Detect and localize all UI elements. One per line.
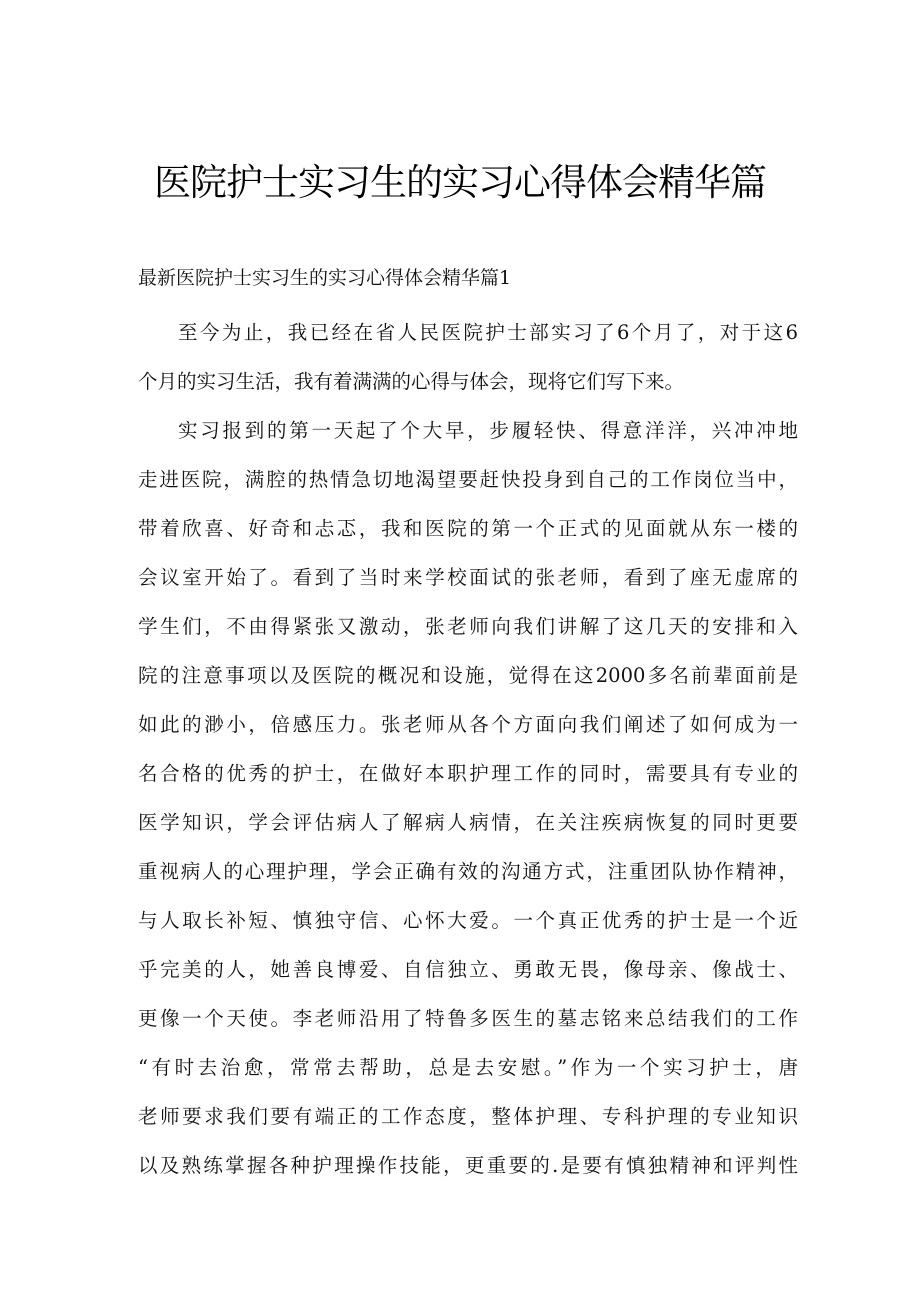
- paragraph-line: 重视病人的心理护理，学会正确有效的沟通方式，注重团队协作精神，: [138, 860, 798, 883]
- paragraph-line: 院的注意事项以及医院的概况和设施，觉得在这2000多名前辈面前是: [138, 664, 798, 687]
- paragraph-line: 学生们，不由得紧张又激动，张老师向我们讲解了这几天的安排和入: [138, 615, 798, 638]
- paragraph-line: 医学知识，学会评估病人了解病人病情，在关注疾病恢复的同时更要: [138, 811, 798, 834]
- document-title: 医院护士实习生的实习心得体会精华篇: [154, 161, 766, 204]
- paragraph-line: 乎完美的人，她善良博爱、自信独立、勇敢无畏，像母亲、像战士、: [138, 958, 798, 981]
- paragraph-line: 走进医院，满腔的热情急切地渴望要赶快投身到自己的工作岗位当中，: [138, 468, 798, 491]
- paragraph-line: 个月的实习生活，我有着满满的心得与体会，现将它们写下来。: [138, 370, 685, 393]
- paragraph-line: 至今为止，我已经在省人民医院护士部实习了6个月了，对于这6: [178, 321, 798, 344]
- paragraph-line: 实习报到的第一天起了个大早，步履轻快、得意洋洋，兴冲冲地: [178, 419, 798, 442]
- document-subtitle: 最新医院护士实习生的实习心得体会精华篇1: [138, 267, 512, 289]
- paragraph-line: 如此的渺小，倍感压力。张老师从各个方面向我们阐述了如何成为一: [138, 713, 798, 736]
- paragraph-line: 更像一个天使。李老师沿用了特鲁多医生的墓志铭来总结我们的工作: [138, 1007, 798, 1030]
- paragraph-line: “有时去治愈，常常去帮助，总是去安慰。”作为一个实习护士，唐: [138, 1056, 798, 1079]
- paragraph-line: 以及熟练掌握各种护理操作技能，更重要的.是要有慎独精神和评判性: [138, 1154, 798, 1177]
- paragraph-line: 带着欣喜、好奇和忐忑，我和医院的第一个正式的见面就从东一楼的: [138, 517, 798, 540]
- paragraph-line: 与人取长补短、慎独守信、心怀大爱。一个真正优秀的护士是一个近: [138, 909, 798, 932]
- body-text: [138, 313, 798, 1195]
- paragraph-line: 会议室开始了。看到了当时来学校面试的张老师，看到了座无虚席的: [138, 566, 798, 589]
- paragraph-line: 名合格的优秀的护士，在做好本职护理工作的同时，需要具有专业的: [138, 762, 798, 785]
- paragraph-line: 老师要求我们要有端正的工作态度，整体护理、专科护理的专业知识: [138, 1105, 798, 1128]
